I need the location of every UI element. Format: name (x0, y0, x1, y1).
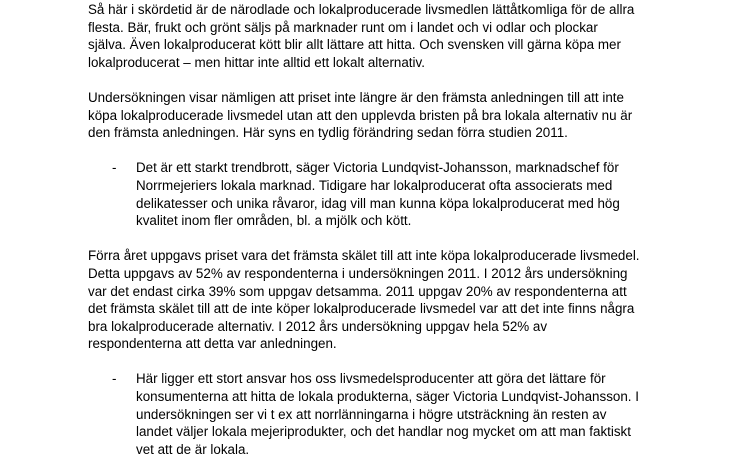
text-line: Undersökningen visar nämligen att priset inte längre är den främsta anledningen till att inte (88, 89, 624, 105)
text-line: Här ligger ett stort ansvar hos oss livsmedelsproducenter att göra det lättare för (136, 371, 606, 387)
text-line: Förra året uppgavs priset vara det främsta skälet till att inte köpa lokalproducerade livsmedel. (88, 248, 640, 264)
intro-paragraph (88, 1, 668, 71)
survey-paragraph (88, 89, 668, 142)
quote-bullet (88, 159, 668, 229)
text-line: var det endast cirka 39% som uppgav detsamma. 2011 uppgav 20% av respondenterna att (88, 283, 627, 299)
text-line: vet att de är lokala. (136, 441, 250, 457)
text-line: landet väljer lokala mejeriprodukter, och det handlar nog mycket om att man faktiskt (136, 424, 631, 440)
text-line: undersökningen ser vi t ex att norrlänningarna i högre utsträckning än resten av (136, 406, 607, 422)
text-line: kvalitet inom fler områden, bl. a mjölk och kött. (136, 213, 412, 229)
text-line: det främsta skälet till att de inte köper lokalproducerade livsmedel var att det inte finns några (88, 301, 635, 317)
text-line: bra lokalproducerade alternativ. I 2012 års undersökning uppgav hela 52% av (88, 318, 548, 334)
text-line: Detta uppgavs av 52% av respondenterna i undersökningen 2011. I 2012 års undersökning (88, 265, 628, 281)
quote-bullet (88, 370, 668, 458)
text-line: lokalproducerat – men hittar inte alltid ett lokalt alternativ. (88, 54, 425, 70)
document-page (88, 1, 668, 458)
text-line: Så här i skördetid är de närodlade och lokalproducerade livsmedlen lättåtkomliga för de allra (88, 2, 635, 17)
statistics-paragraph (88, 247, 668, 353)
text-line: konsumenterna att hitta de lokala produkterna, säger Victoria Lundqvist-Johansson. I (136, 389, 639, 405)
text-line: själva. Även lokalproducerat kött blir allt lättare att hitta. Och svensken vill gärna köpa mer (88, 37, 621, 53)
paragraph-spacer (88, 71, 668, 89)
bullet-dash: - (112, 160, 117, 176)
paragraph-spacer (88, 230, 668, 248)
text-line: Norrmejeriers lokala marknad. Tidigare har lokalproducerat ofta associerats med (136, 177, 613, 193)
text-line: Det är ett starkt trendbrott, säger Victoria Lundqvist-Johansson, marknadschef för (136, 160, 619, 176)
text-line: den främsta anledningen. Här syns en tydlig förändring sedan förra studien 2011. (88, 125, 568, 141)
text-line: respondenterna att detta var anledningen. (88, 336, 337, 352)
text-line: köpa lokalproducerade livsmedel utan att den upplevda bristen på bra lokala alternativ nu är (88, 107, 633, 123)
text-line: delikatesser och unika råvaror, idag vill man kunna köpa lokalproducerat med hög (136, 195, 620, 211)
paragraph-spacer (88, 353, 668, 371)
bullet-dash: - (112, 371, 117, 387)
paragraph-spacer (88, 142, 668, 160)
text-line: flesta. Bär, frukt och grönt säljs på marknader runt om i landet och vi odlar och plockar (88, 19, 598, 35)
